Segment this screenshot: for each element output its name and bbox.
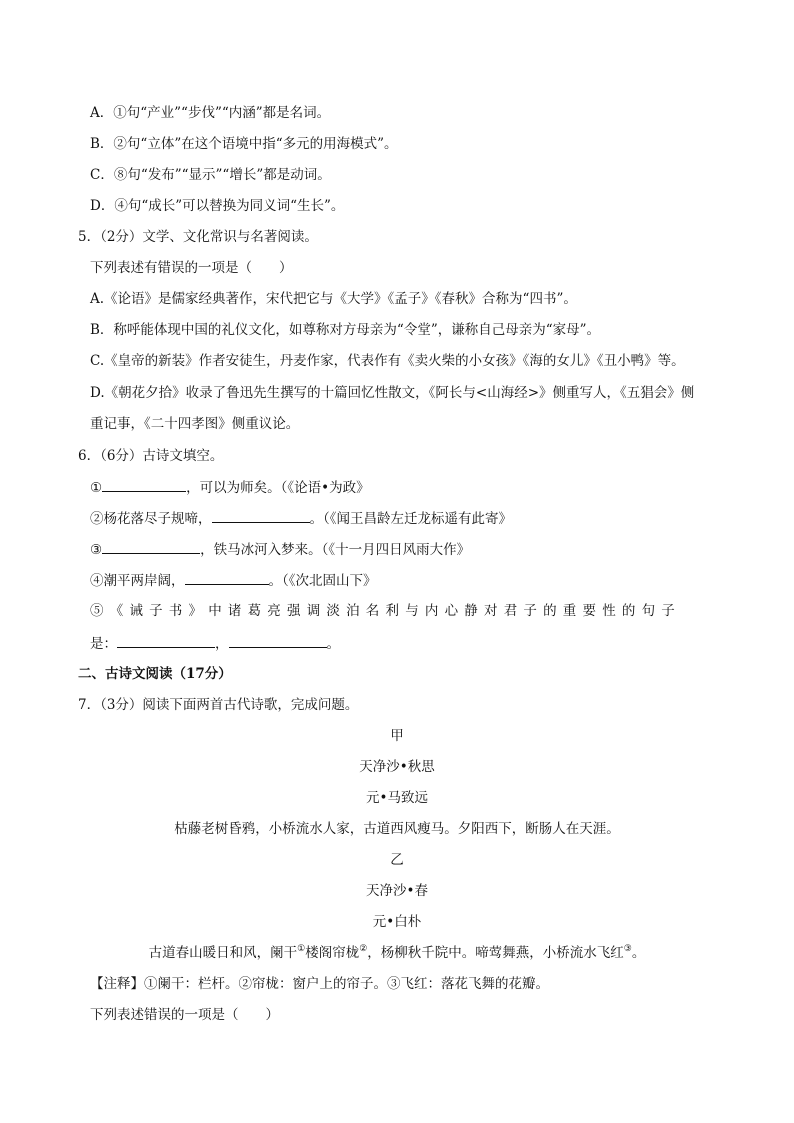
answer-blank[interactable]: [102, 477, 186, 492]
q6-title: 6．（6分）古诗文填空。: [78, 448, 224, 464]
q4-option-c: C．⑧句“发布”“显示”“增长”都是动词。: [90, 167, 331, 183]
poem-notes: 【注释】①阑干：栏杆。②帘栊：窗户上的帘子。③飞红：落花飞舞的花瓣。: [90, 976, 549, 992]
poem2-text-d: 。: [631, 945, 646, 961]
q6-item-5-line1: ⑤《诫子书》中诸葛亮强调淡泊名利与内心静对君子的重要性的句子: [90, 603, 681, 619]
q6-item-3: [90, 539, 470, 560]
answer-blank[interactable]: [229, 633, 327, 648]
poem2-text-c: ，杨柳秋千院中。啼莺舞燕，小桥流水飞红: [367, 945, 624, 961]
footnote-marker: ②: [359, 943, 368, 954]
section-heading: 二、古诗文阅读（17分）: [78, 666, 232, 682]
poem1-author: 元•马致远: [366, 790, 428, 806]
q6-item-4-pre: ④潮平两岸阔，: [90, 573, 185, 589]
q6-item-1-pre: ①: [90, 480, 103, 496]
q5-option-b: B．称呼能体现中国的礼仪文化，如尊称对方母亲为“令堂”，谦称自己母亲为“家母”。: [90, 322, 601, 338]
q4-option-b: B．②句“立体”在这个语境中指“多元的用海模式”。: [90, 136, 398, 152]
poem1-text: 枯藤老树昏鸦，小桥流水人家，古道西风瘦马。夕阳西下，断肠人在天涯。: [174, 821, 620, 837]
poem2-text: [0, 943, 794, 963]
q6-item-1-post: ，可以为师矣。（《论语•为政》: [186, 480, 370, 496]
q6-item-2: [90, 508, 512, 529]
q6-item-4: [90, 570, 377, 591]
answer-blank[interactable]: [185, 570, 269, 585]
q6-item-5-line2: [90, 633, 340, 654]
q4-option-a: A．①句“产业”“步伐”“内涵”都是名词。: [90, 105, 331, 121]
q5-option-d: D.《朝花夕拾》收录了鲁迅先生撰写的十篇回忆性散文，《阿长与<山海经>》侧重写人，《五猖会》侧: [90, 385, 695, 401]
poem2-text-b: 楼阁帘栊: [305, 945, 360, 961]
answer-blank[interactable]: [117, 633, 215, 648]
q6-item-5-mid: ，: [215, 636, 229, 652]
q4-option-d: D．④句“成长”可以替换为同义词“生长”。: [90, 198, 345, 214]
answer-blank[interactable]: [102, 539, 200, 554]
q5-option-d-cont: 重记事，《二十四孝图》侧重议论。: [90, 416, 300, 432]
q7-title: 7．（3分）阅读下面两首古代诗歌，完成问题。: [78, 697, 359, 713]
q7-prompt: 下列表述错误的一项是（ ）: [90, 1007, 279, 1023]
poem2-label: 乙: [390, 852, 404, 868]
poem1-title: 天净沙•秋思: [359, 759, 435, 775]
q5-title: 5．（2分）文学、文化常识与名著阅读。: [78, 229, 318, 245]
q6-item-2-post: 。（《闻王昌龄左迁龙标遥有此寄》: [309, 511, 512, 527]
answer-blank[interactable]: [212, 508, 310, 523]
q6-item-3-pre: ③: [90, 542, 103, 558]
q5-prompt: 下列表述有错误的一项是（ ）: [90, 260, 293, 276]
footnote-marker: ①: [297, 943, 306, 954]
footnote-marker: ③: [623, 943, 632, 954]
q6-item-3-post: ，铁马冰河入梦来。（《十一月四日风雨大作》: [200, 542, 471, 558]
q5-option-c: C.《皇帝的新装》作者安徒生，丹麦作家，代表作有《卖火柴的小女孩》《海的女儿》《丑小鸭》等。: [90, 353, 685, 369]
q6-item-1: [90, 477, 370, 498]
q6-item-4-post: 。（《次北固山下》: [268, 573, 377, 589]
q5-option-a: A.《论语》是儒家经典著作，宋代把它与《大学》《孟子》《春秋》合称为“四书”。: [90, 291, 577, 307]
poem2-text-a: 古道春山暖日和风，阑干: [148, 945, 298, 961]
poem2-title: 天净沙•春: [366, 883, 428, 899]
poem1-label: 甲: [390, 728, 404, 744]
q6-item-2-pre: ②杨花落尽子规啼，: [90, 511, 212, 527]
q6-item-5-post: 。: [326, 636, 340, 652]
q6-item-5-pre: 是：: [90, 636, 117, 652]
poem2-author: 元•白朴: [372, 914, 422, 930]
